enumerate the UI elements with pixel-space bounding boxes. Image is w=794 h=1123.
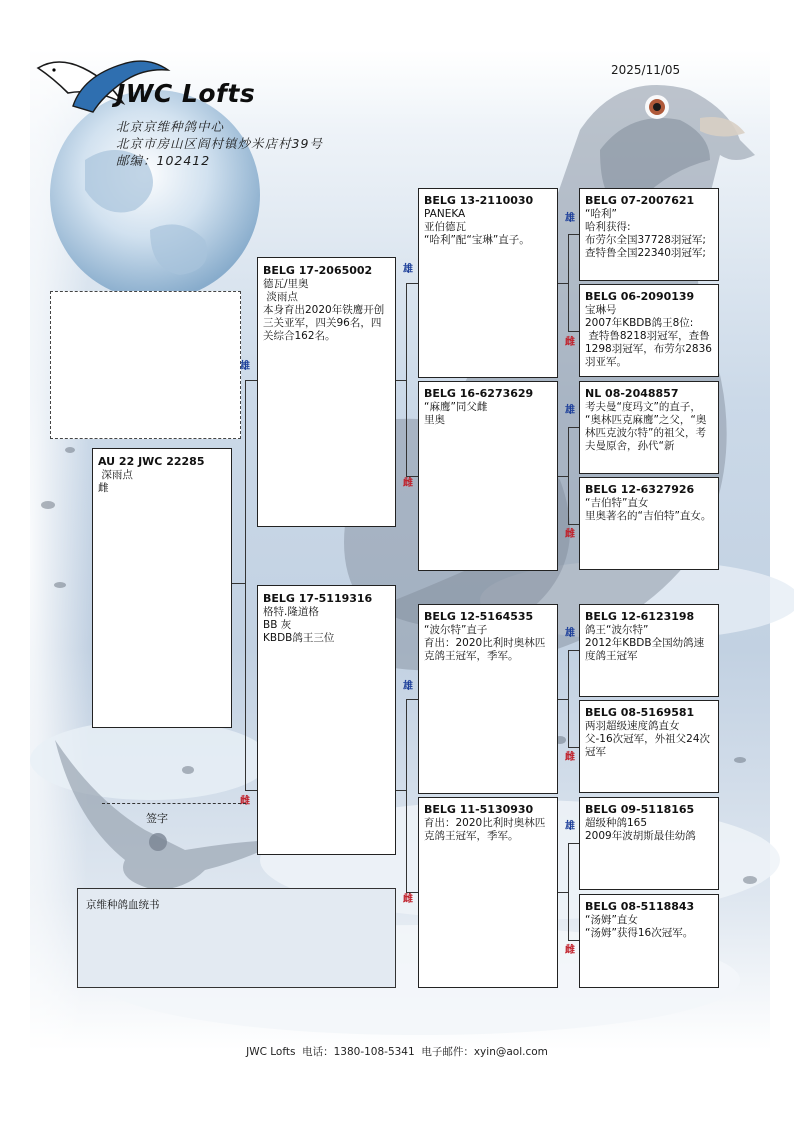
female-marker: 雌 <box>403 478 413 489</box>
male-marker: 雄 <box>565 405 575 416</box>
connector-line <box>568 843 569 940</box>
connector-line <box>406 283 418 284</box>
female-marker: 雌 <box>565 337 575 348</box>
ring-number: BELG 17-2065002 <box>263 264 373 277</box>
footer-contact: JWC Lofts 电话：1380-108-5341 电子邮件：xyin@aol.com <box>246 1046 548 1058</box>
connector-line <box>568 234 579 235</box>
ring-number: BELG 08-5169581 <box>585 706 695 719</box>
ring-number: BELG 11-5130930 <box>424 803 534 816</box>
ancestor-card: BELG 06-2090139 宝琳号 2007年KBDB鸽王8位: 查特鲁8218羽冠军，查鲁1298羽冠军，布劳尔2836羽亚军。 <box>579 284 719 377</box>
signature-line[interactable] <box>102 803 246 804</box>
female-marker: 雌 <box>403 894 413 905</box>
brand-title: JWC Lofts <box>116 79 256 108</box>
address-line: 北京京维种鸽中心 <box>116 119 225 134</box>
ancestor-card: BELG 09-5118165 超级种鸽165 2009年波胡斯最佳幼鸽 <box>579 797 719 890</box>
female-marker: 雌 <box>565 945 575 956</box>
ring-number: BELG 06-2090139 <box>585 290 695 303</box>
dam-card: BELG 17-5119316 格特.隆道格 BB 灰 KBDB鸽王三位 <box>257 585 396 855</box>
connector-line <box>406 283 407 476</box>
ring-number: BELG 09-5118165 <box>585 803 695 816</box>
ring-number: BELG 12-5164535 <box>424 610 534 623</box>
female-marker: 雌 <box>240 796 250 807</box>
photo-placeholder[interactable] <box>50 291 241 439</box>
connector-line <box>568 650 579 651</box>
ring-number: BELG 13-2110030 <box>424 194 534 207</box>
female-marker: 雌 <box>565 529 575 540</box>
connector-line <box>406 892 418 893</box>
ring-number: BELG 17-5119316 <box>263 592 373 605</box>
connector-line <box>568 427 569 524</box>
ancestor-card: NL 08-2048857 考夫曼“度玛文”的直子， “奥林匹克麻鹰”之父，“奥林匹克波尔特”的祖父，考夫曼原舍，孙代“新 <box>579 381 719 474</box>
connector-line <box>568 843 579 844</box>
connector-line <box>568 427 579 428</box>
connector-line <box>245 790 257 791</box>
ring-number: BELG 16-6273629 <box>424 387 534 400</box>
granddam-paternal-card: BELG 16-6273629 “麻鹰”同父雌 里奥 <box>418 381 558 571</box>
connector-line <box>232 583 245 584</box>
connector-line <box>568 747 579 748</box>
connector-line <box>406 699 407 892</box>
connector-line <box>558 476 568 477</box>
address-line: 北京市房山区阎村镇炒米店村39号 <box>116 136 323 151</box>
connector-line <box>568 234 569 331</box>
notes-box[interactable] <box>77 888 396 988</box>
print-date: 2025/11/05 <box>611 63 681 77</box>
ancestor-card: BELG 07-2007621 “哈利” 哈利获得: 布劳尔全国37728羽冠军; 查特鲁全国22340羽冠军; <box>579 188 719 281</box>
grandsire-maternal-card: BELG 12-5164535 “波尔特”直子 育出：2020比利时奥林匹克鸽王冠军，季军。 <box>418 604 558 794</box>
female-marker: 雌 <box>565 752 575 763</box>
connector-line <box>558 892 568 893</box>
ring-number: NL 08-2048857 <box>585 387 679 400</box>
connector-line <box>558 699 568 700</box>
connector-line <box>568 331 579 332</box>
connector-line <box>568 940 579 941</box>
ancestor-card: BELG 08-5118843 “汤姆”直女 “汤姆”获得16次冠军。 <box>579 894 719 988</box>
grandsire-paternal-card: BELG 13-2110030 PANEKA 亚伯德瓦 “哈利”配“宝琳”直子。 <box>418 188 558 378</box>
ancestor-card: BELG 12-6123198 鸽王“波尔特” 2012年KBDB全国幼鸽速度鸽王冠军 <box>579 604 719 697</box>
connector-line <box>245 380 246 790</box>
connector-line <box>568 650 569 747</box>
connector-line <box>396 380 406 381</box>
connector-line <box>558 283 568 284</box>
granddam-maternal-card: BELG 11-5130930 育出：2020比利时奥林匹克鸽王冠军，季军。 <box>418 797 558 988</box>
ring-number: BELG 12-6327926 <box>585 483 695 496</box>
sire-card: BELG 17-2065002 德瓦/里奥 淡雨点 本身育出2020年铁鹰开创三关亚军，四关96名，四关综合162名。 <box>257 257 396 527</box>
ring-number: BELG 07-2007621 <box>585 194 695 207</box>
ring-number: AU 22 JWC 22285 <box>98 455 205 468</box>
signature-label: 签字 <box>146 812 168 825</box>
connector-line <box>568 524 579 525</box>
male-marker: 雄 <box>565 628 575 639</box>
male-marker: 雄 <box>565 213 575 224</box>
ancestor-card: BELG 08-5169581 两羽超级速度鸽直女 父-16次冠军，外祖父24次冠军 <box>579 700 719 793</box>
connector-line <box>245 380 257 381</box>
address-line: 邮编：102412 <box>116 153 211 168</box>
address-block <box>116 118 323 169</box>
sex-label: 雌 <box>98 482 109 494</box>
male-marker: 雄 <box>403 264 413 275</box>
male-marker: 雄 <box>565 821 575 832</box>
connector-line <box>396 790 406 791</box>
male-marker: 雄 <box>403 681 413 692</box>
ring-number: BELG 08-5118843 <box>585 900 695 913</box>
subject-card <box>92 448 232 728</box>
connector-line <box>406 476 418 477</box>
male-marker: 雄 <box>240 361 250 372</box>
ring-number: BELG 12-6123198 <box>585 610 695 623</box>
ancestor-card: BELG 12-6327926 “吉伯特”直女 里奥著名的“吉伯特”直女。 <box>579 477 719 570</box>
notes-title: 京维种鸽血统书 <box>86 899 160 911</box>
color-label: 深雨点 <box>98 469 133 481</box>
connector-line <box>406 699 418 700</box>
